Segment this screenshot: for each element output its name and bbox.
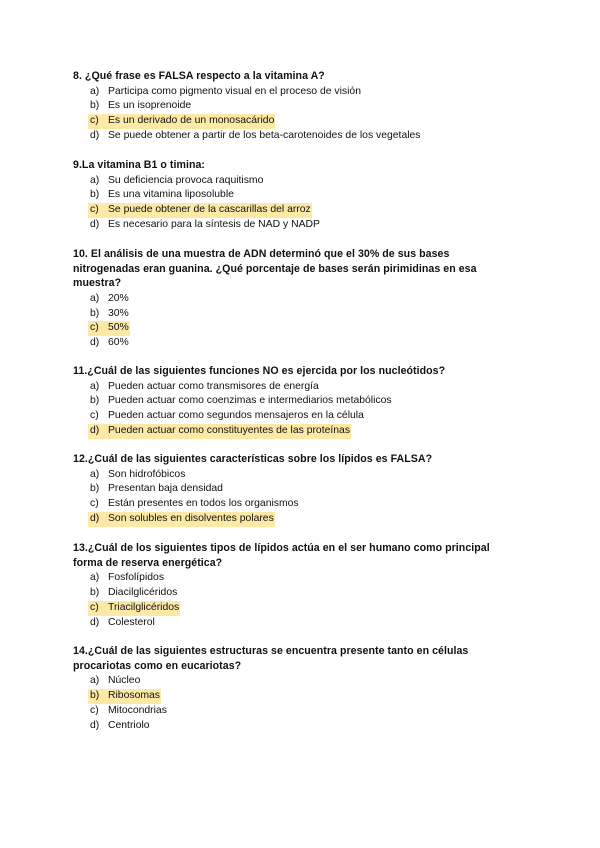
- option-letter: d): [88, 512, 110, 527]
- option-text: Es un isoprenoide: [108, 100, 192, 112]
- option-b: [73, 482, 513, 497]
- option-text: Fosfolípidos: [108, 572, 165, 584]
- option-b: [73, 99, 513, 114]
- option-text: Triacilglicéridos: [108, 601, 180, 616]
- question-10: [73, 247, 513, 351]
- option-text: Participa como pigmento visual en el proceso de visión: [108, 85, 361, 97]
- option-letter: d): [90, 719, 100, 731]
- option-letter: a): [90, 572, 100, 584]
- option-list: [73, 571, 513, 630]
- option-d: [73, 218, 513, 233]
- option-letter: a): [90, 85, 100, 97]
- option-d: [73, 719, 513, 734]
- option-letter: c): [88, 114, 110, 129]
- option-letter: d): [90, 616, 100, 628]
- option-text: Su deficiencia provoca raquitismo: [108, 174, 264, 186]
- option-text: Diacilglicéridos: [108, 586, 178, 598]
- option-letter: d): [90, 129, 100, 141]
- option-a: [73, 380, 513, 395]
- option-letter: a): [90, 174, 100, 186]
- option-text: Presentan baja densidad: [108, 483, 223, 495]
- option-list: [73, 292, 513, 351]
- option-d: [73, 424, 513, 439]
- option-text: 20%: [108, 292, 129, 304]
- option-list: [73, 674, 513, 733]
- option-letter: b): [90, 586, 100, 598]
- option-letter: c): [90, 410, 99, 422]
- question-title: 10. El análisis de una muestra de ADN determinó que el 30% de sus bases nitrogenadas eran guanina. ¿Qué porcentaje de bases serán pirimidinas en esa muestra?: [73, 248, 477, 290]
- question-title: 12.¿Cuál de las siguientes características sobre los lípidos es FALSA?: [73, 453, 433, 465]
- option-b: [73, 689, 513, 704]
- option-text: Pueden actuar como segundos mensajeros en la célula: [108, 410, 364, 422]
- option-c: [73, 601, 513, 616]
- option-text: Se puede obtener a partir de los beta-carotenoides de los vegetales: [108, 129, 421, 141]
- option-d: [73, 616, 513, 631]
- option-d: [73, 512, 513, 527]
- option-c: [73, 321, 513, 336]
- option-letter: b): [90, 483, 100, 495]
- option-c: [73, 114, 513, 129]
- option-letter: d): [90, 337, 100, 349]
- question-title: 9.La vitamina B1 o timina:: [73, 159, 205, 171]
- option-text: Es un derivado de un monosacárido: [108, 114, 275, 129]
- option-letter: c): [90, 498, 99, 510]
- option-letter: a): [90, 468, 100, 480]
- option-text: 60%: [108, 337, 129, 349]
- option-text: Pueden actuar como transmisores de energía: [108, 380, 319, 392]
- option-letter: a): [90, 380, 100, 392]
- option-text: Ribosomas: [108, 689, 161, 704]
- option-letter: d): [90, 218, 100, 230]
- option-text: Es una vitamina liposoluble: [108, 189, 234, 201]
- option-letter: b): [90, 395, 100, 407]
- option-text: 50%: [108, 321, 130, 336]
- option-a: [73, 674, 513, 689]
- option-letter: d): [88, 424, 110, 439]
- option-list: [73, 85, 513, 144]
- option-list: [73, 380, 513, 439]
- option-text: Son solubles en disolventes polares: [108, 512, 275, 527]
- option-letter: b): [88, 689, 110, 704]
- option-c: [73, 409, 513, 424]
- option-b: [73, 307, 513, 322]
- option-text: Es necesario para la síntesis de NAD y NADP: [108, 218, 320, 230]
- option-text: Son hidrofóbicos: [108, 468, 186, 480]
- question-8: [73, 69, 513, 144]
- option-text: Pueden actuar como constituyentes de las proteínas: [108, 424, 351, 439]
- option-text: Están presentes en todos los organismos: [108, 498, 299, 510]
- question-title: 11.¿Cuál de las siguientes funciones NO es ejercida por los nucleótidos?: [73, 365, 446, 377]
- question-13: [73, 541, 513, 630]
- option-text: Pueden actuar como coenzimas e intermediarios metabólicos: [108, 395, 392, 407]
- option-letter: c): [88, 203, 110, 218]
- option-b: [73, 586, 513, 601]
- option-text: Mitocondrias: [108, 704, 167, 716]
- question-title: 14.¿Cuál de las siguientes estructuras se encuentra presente tanto en células procariotas como en eucariotas?: [73, 645, 469, 672]
- question-9: [73, 158, 513, 233]
- option-b: [73, 188, 513, 203]
- option-b: [73, 394, 513, 409]
- option-d: [73, 129, 513, 144]
- question-title: 8. ¿Qué frase es FALSA respecto a la vitamina A?: [73, 70, 325, 82]
- option-letter: c): [88, 601, 110, 616]
- option-text: 30%: [108, 307, 129, 319]
- option-a: [73, 468, 513, 483]
- option-letter: b): [90, 100, 100, 112]
- option-list: [73, 468, 513, 527]
- option-a: [73, 85, 513, 100]
- option-letter: b): [90, 189, 100, 201]
- option-text: Centriolo: [108, 719, 150, 731]
- option-c: [73, 497, 513, 512]
- option-letter: a): [90, 675, 100, 687]
- option-a: [73, 174, 513, 189]
- option-letter: a): [90, 292, 100, 304]
- option-letter: b): [90, 307, 100, 319]
- option-a: [73, 292, 513, 307]
- option-c: [73, 704, 513, 719]
- option-text: Núcleo: [108, 675, 141, 687]
- option-letter: c): [88, 321, 110, 336]
- question-11: [73, 364, 513, 439]
- option-text: Colesterol: [108, 616, 155, 628]
- option-d: [73, 336, 513, 351]
- question-14: [73, 644, 513, 733]
- option-a: [73, 571, 513, 586]
- option-letter: c): [90, 704, 99, 716]
- option-list: [73, 174, 513, 233]
- question-title: 13.¿Cuál de los siguientes tipos de lípidos actúa en el ser humano como principal forma de reserva energética?: [73, 542, 490, 569]
- question-12: [73, 452, 513, 527]
- option-text: Se puede obtener de la cascarillas del arroz: [108, 203, 312, 218]
- option-c: [73, 203, 513, 218]
